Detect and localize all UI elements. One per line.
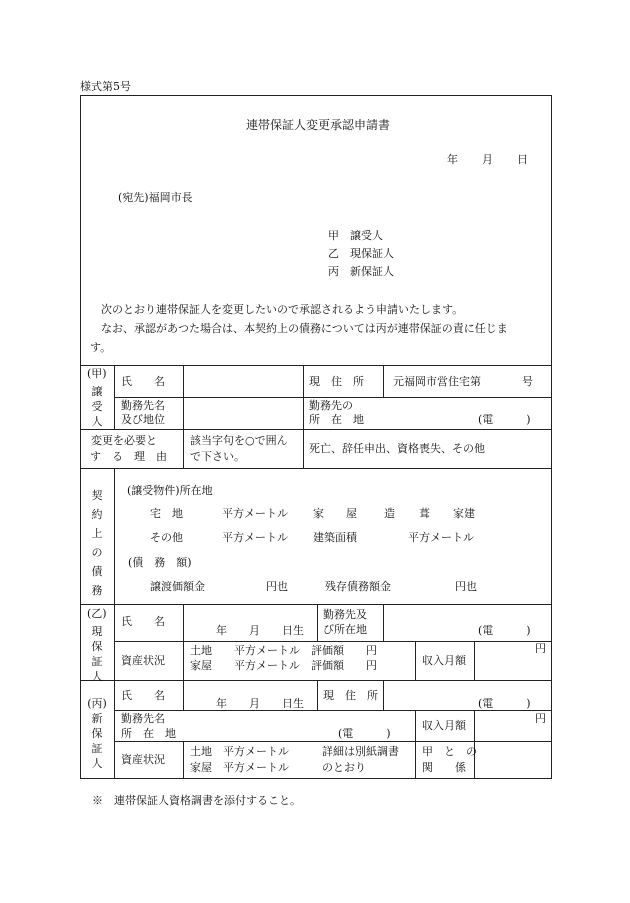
grid-line (415, 641, 416, 680)
footnote: ※ 連帯保証人資格調書を添付すること。 (92, 794, 301, 807)
body-line-2: なお、承認があつた場合は、本契約上の債務については丙が連帯保証の責に任じま (101, 322, 508, 335)
otsu-birth: 年 月 日生 (216, 624, 304, 637)
remaining-debt-label: 残存債務額金 (325, 580, 391, 593)
hei-name-label: 氏 名 (121, 689, 165, 702)
party-a: 甲 譲受人 (328, 229, 383, 242)
hei-vertical-label: 新保証人 (91, 712, 103, 770)
hei-work-tel: (電 ) (338, 727, 391, 740)
party-c: 丙 新保証人 (328, 265, 394, 278)
body-line-1: 次のとおり連帯保証人を変更したいので承認されるよう申請いたします。 (101, 303, 464, 316)
kou-work-label-1: 勤務先名 (121, 399, 165, 412)
reason-instruction-1: 該当字句を○で囲ん (190, 434, 288, 447)
grid-line (80, 429, 552, 430)
grid-line (183, 680, 184, 710)
contract-vertical-label: 契約上の債務 (91, 489, 103, 597)
grid-line (183, 741, 184, 779)
grid-line (383, 604, 384, 641)
grid-line (474, 641, 475, 680)
hei-assets-label: 資産状況 (121, 753, 165, 766)
reason-options: 死亡、辞任申出、資格喪失、その他 (309, 442, 485, 455)
transfer-price-unit: 円也 (266, 580, 288, 593)
kou-address-suffix: 号 (522, 375, 533, 388)
hei-relation-label-1: 甲 と の (422, 745, 477, 758)
grid-line (114, 468, 115, 779)
form-number: 様式第5号 (80, 80, 131, 93)
hei-paren-label: (丙) (87, 697, 107, 710)
remaining-debt-unit: 円也 (455, 580, 477, 593)
kou-address-label: 現 住 所 (309, 375, 364, 388)
hei-income-label: 収入月額 (422, 719, 466, 732)
grid-line (114, 641, 552, 642)
debt-label: (債 務 額) (128, 556, 192, 569)
grid-line (80, 468, 552, 469)
reason-instruction-2: で下さい。 (190, 450, 245, 463)
row1-house: 家 屋 (313, 507, 357, 520)
grid-line (415, 710, 416, 779)
grid-line (317, 604, 318, 641)
grid-line (114, 365, 115, 429)
row2-floor-area: 建築面積 (313, 531, 357, 544)
grid-line (383, 365, 384, 397)
kou-vertical-label: 譲受人 (91, 385, 103, 428)
grid-line (303, 365, 304, 468)
hei-house: 家屋 平方メートル のとおり (190, 761, 366, 774)
hei-birth: 年 月 日生 (216, 697, 304, 710)
date-year: 年 (447, 153, 458, 166)
row2-unit-2: 平方メートル (408, 531, 474, 544)
otsu-work-label-1: 勤務先及 (323, 608, 367, 621)
body-line-3: す。 (90, 341, 112, 354)
otsu-work-label-2: び所在地 (323, 623, 367, 636)
grid-line (183, 604, 184, 680)
reason-label-1: 変更を必要と (91, 434, 157, 447)
kou-work-addr-label-1: 勤務先の (309, 399, 353, 412)
party-b: 乙 現保証人 (328, 247, 394, 260)
grid-line (383, 680, 384, 710)
hei-work-label-1: 勤務先名 (121, 712, 165, 725)
hei-tel: (電 ) (478, 697, 531, 710)
row1-unit: 平方メートル (222, 507, 288, 520)
grid-line (317, 680, 318, 710)
kou-tel: (電 ) (478, 413, 531, 426)
grid-line (114, 397, 552, 398)
date-month: 月 (482, 153, 493, 166)
otsu-house: 家屋 平方メートル 評価額 円 (190, 659, 377, 672)
otsu-land: 土地 平方メートル 評価額 円 (190, 644, 377, 657)
grid-line (114, 741, 552, 742)
property-label: (譲受物件)所在地 (127, 484, 213, 497)
row1-roof: 葺 (419, 507, 430, 520)
reason-label-2: す る 理 由 (90, 450, 167, 463)
otsu-income-label: 収入月額 (422, 654, 466, 667)
row1-structure: 造 (384, 507, 395, 520)
form-title: 連帯保証人変更承認申請書 (246, 118, 391, 132)
otsu-vertical-label: 現保証人 (91, 625, 103, 683)
transfer-price-label: 譲渡価額金 (150, 580, 205, 593)
hei-address-label: 現 住 所 (323, 689, 378, 702)
date-day: 日 (517, 153, 528, 166)
hei-work-label-2: 所 在 地 (121, 727, 176, 740)
otsu-assets-label: 資産状況 (121, 654, 165, 667)
hei-land: 土地 平方メートル 詳細は別紙調書 (190, 745, 399, 758)
row1-building: 家建 (453, 507, 475, 520)
kou-work-addr-label-2: 所 在 地 (309, 413, 364, 426)
hei-relation-label-2: 関 係 (422, 761, 466, 774)
row2-unit: 平方メートル (222, 531, 288, 544)
otsu-income-yen: 円 (535, 642, 546, 655)
row2-other: その他 (150, 531, 183, 544)
grid-line (80, 604, 552, 605)
kou-name-label: 氏 名 (121, 375, 165, 388)
kou-paren-label: (甲) (87, 367, 107, 380)
hei-income-yen: 円 (535, 712, 546, 725)
grid-line (80, 365, 552, 366)
grid-line (183, 365, 184, 468)
kou-address-value: 元福岡市営住宅第 (393, 375, 481, 388)
row1-land: 宅 地 (150, 507, 183, 520)
addressee: (宛先)福岡市長 (118, 191, 193, 204)
kou-work-label-2: 及び地位 (121, 413, 165, 426)
otsu-tel: (電 ) (478, 624, 531, 637)
otsu-name-label: 氏 名 (121, 615, 165, 628)
otsu-paren-label: (乙) (87, 607, 107, 620)
grid-line (80, 680, 552, 681)
